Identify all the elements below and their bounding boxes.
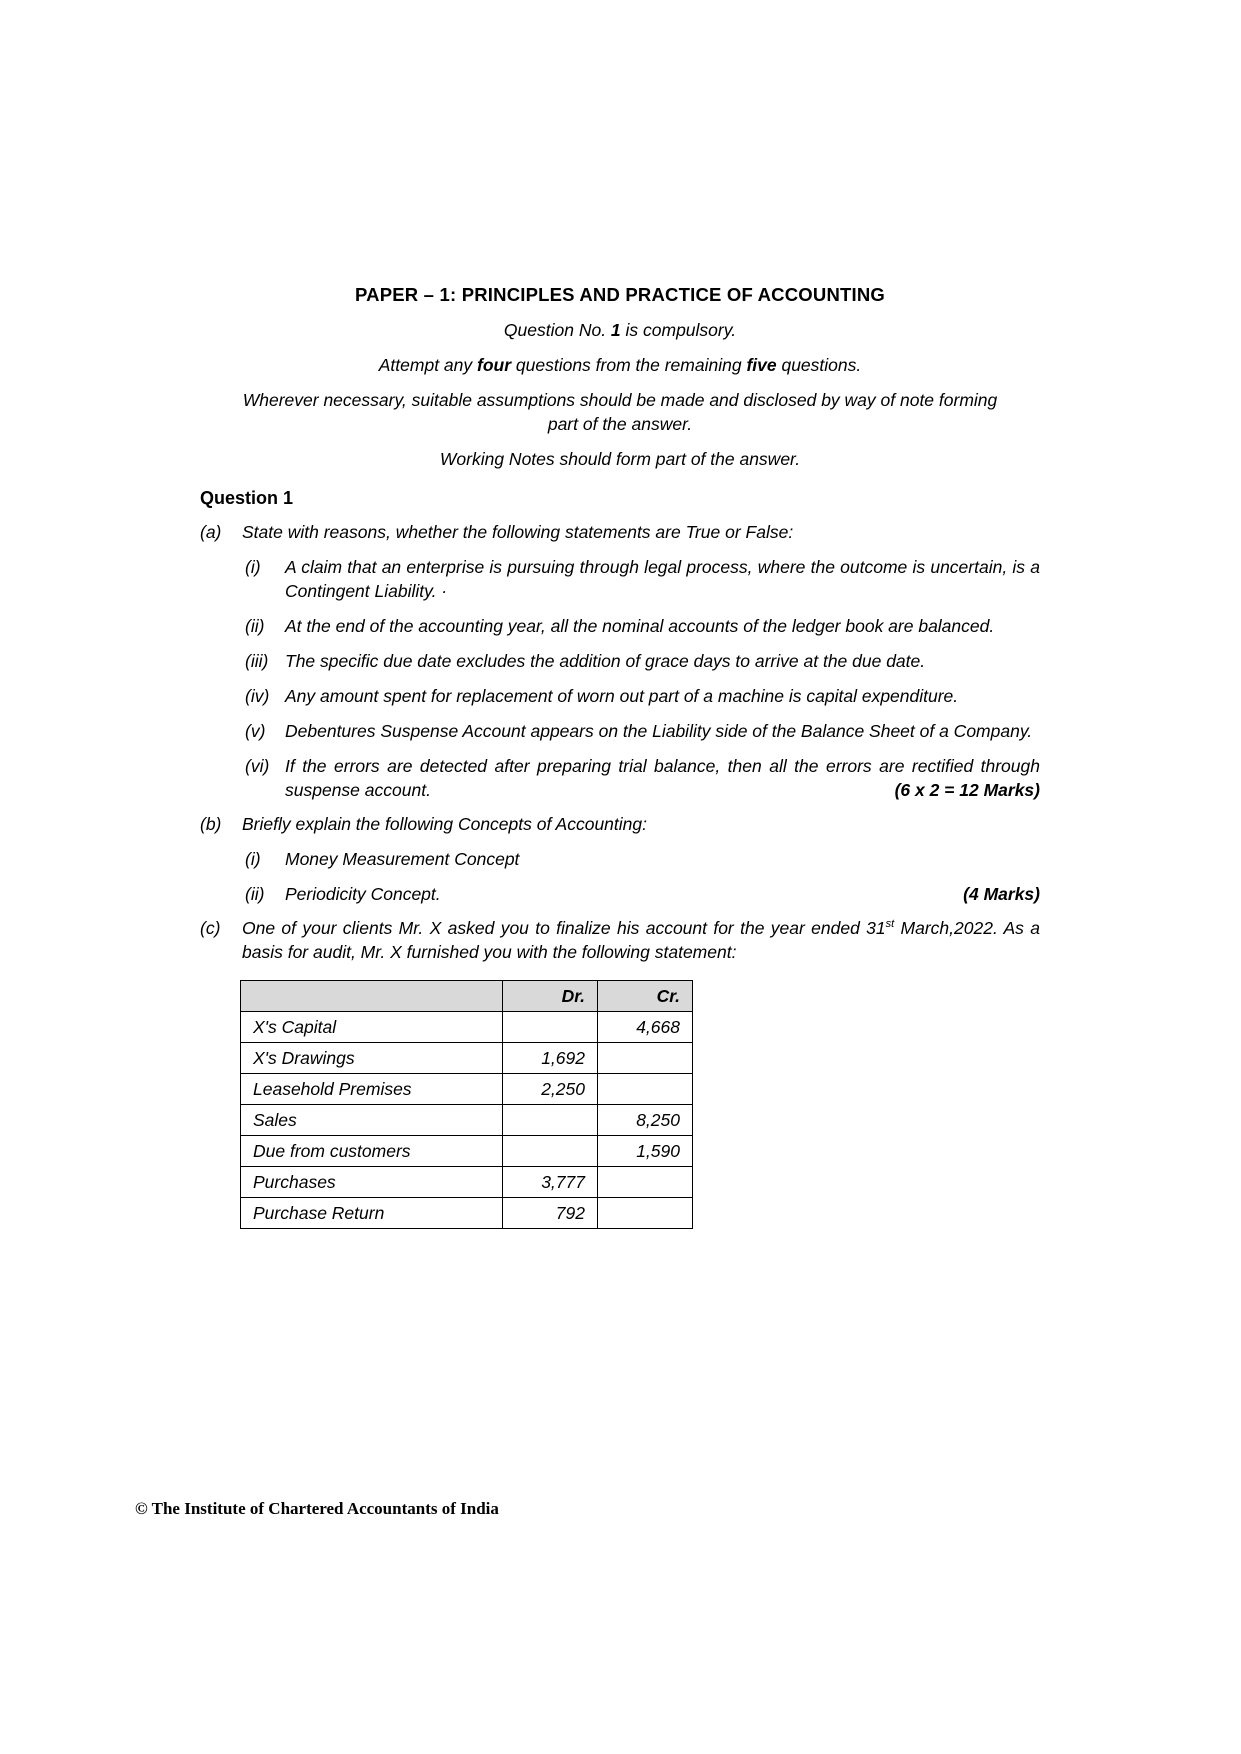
table-row [241, 1043, 693, 1074]
part-a-label: (a) [200, 522, 222, 542]
instruction-line-2 [200, 353, 1040, 377]
item-text-content: Periodicity Concept. [285, 884, 441, 904]
dr-value: 1,692 [503, 1043, 598, 1074]
item-text [285, 754, 1040, 802]
statement-item-i [245, 555, 1040, 603]
cr-value [598, 1043, 693, 1074]
question-1-heading: Question 1 [200, 488, 294, 508]
trial-statement-table [240, 980, 693, 1229]
dr-value [503, 1105, 598, 1136]
instruction-text: Question No. [503, 320, 611, 340]
part-a-text: State with reasons, whether the following statements are True or False: [242, 522, 794, 542]
statement-item-vi [245, 754, 1040, 802]
item-text: Money Measurement Concept [285, 849, 520, 869]
item-number: (ii) [245, 884, 265, 904]
item-number: (iv) [245, 686, 270, 706]
dr-value: 3,777 [503, 1167, 598, 1198]
item-text-content: If the errors are detected after preparing trial balance, then all the errors are rectified through suspense account. [285, 756, 1040, 800]
instruction-text: questions. [776, 355, 862, 375]
cr-value [598, 1167, 693, 1198]
account-label: Purchases [241, 1167, 503, 1198]
dr-value [503, 1136, 598, 1167]
statement-item-v [245, 719, 1040, 743]
item-text: A claim that an enterprise is pursuing through legal process, where the outcome is uncertain, is a Contingent Liability. · [285, 557, 1040, 601]
item-text: Debentures Suspense Account appears on the Liability side of the Balance Sheet of a Company. [285, 721, 1033, 741]
instruction-bold: 1 [610, 320, 621, 340]
item-text: Any amount spent for replacement of worn out part of a machine is capital expenditure. [285, 686, 959, 706]
cr-value: 4,668 [598, 1012, 693, 1043]
account-label: Due from customers [241, 1136, 503, 1167]
item-text: At the end of the accounting year, all the nominal accounts of the ledger book are balanced. [285, 616, 995, 636]
part-b-text: Briefly explain the following Concepts of Accounting: [242, 814, 647, 834]
cr-value: 8,250 [598, 1105, 693, 1136]
table-header-row [241, 981, 693, 1012]
statement-item-iii [245, 649, 1040, 673]
item-number: (ii) [245, 616, 265, 636]
question-part-c [200, 916, 1040, 964]
part-c-superscript: st [885, 918, 895, 931]
item-number: (v) [245, 721, 266, 741]
instruction-line-4: Working Notes should form part of the answer. [439, 449, 801, 469]
item-text [285, 882, 1040, 906]
instruction-line-1 [200, 318, 1040, 342]
account-label: Leasehold Premises [241, 1074, 503, 1105]
table-row [241, 1136, 693, 1167]
item-text: The specific due date excludes the addition of grace days to arrive at the due date. [285, 651, 926, 671]
table-row [241, 1074, 693, 1105]
cr-value: 1,590 [598, 1136, 693, 1167]
concept-item-ii [245, 882, 1040, 906]
dr-value: 2,250 [503, 1074, 598, 1105]
statement-item-iv [245, 684, 1040, 708]
table-row [241, 1167, 693, 1198]
instruction-text: is compulsory. [620, 320, 737, 340]
item-number: (i) [245, 849, 261, 869]
part-c-text [242, 916, 1040, 964]
table-row [241, 1105, 693, 1136]
account-label: Sales [241, 1105, 503, 1136]
part-b-label: (b) [200, 814, 222, 834]
part-b-marks: (4 Marks) [963, 884, 1040, 904]
table-row [241, 1198, 693, 1229]
copyright-footer: © The Institute of Chartered Accountants of India [135, 1499, 499, 1518]
instruction-bold: four [477, 355, 512, 375]
part-a-marks: (6 x 2 = 12 Marks) [894, 780, 1040, 800]
paper-title: PAPER – 1: PRINCIPLES AND PRACTICE OF ACCOUNTING [354, 284, 886, 305]
statement-item-ii [245, 614, 1040, 638]
account-label: X's Capital [241, 1012, 503, 1043]
item-number: (iii) [245, 651, 269, 671]
header-cell-blank [241, 981, 503, 1012]
table-row [241, 1012, 693, 1043]
part-c-text-2: March,2022. As a basis for audit, Mr. X furnished you with the following statement: [242, 918, 1041, 962]
account-label: Purchase Return [241, 1198, 503, 1229]
dr-value: 792 [503, 1198, 598, 1229]
header-cell-cr: Cr. [598, 981, 693, 1012]
cr-value [598, 1074, 693, 1105]
header-cell-dr: Dr. [503, 981, 598, 1012]
item-number: (i) [245, 557, 261, 577]
dr-value [503, 1012, 598, 1043]
question-part-b [200, 812, 1040, 836]
item-number: (vi) [245, 756, 270, 776]
part-c-text-1: One of your clients Mr. X asked you to finalize his account for the year ended 31 [242, 918, 886, 938]
instruction-text: Attempt any [378, 355, 477, 375]
instruction-bold: five [746, 355, 777, 375]
cr-value [598, 1198, 693, 1229]
concept-item-i [245, 847, 1040, 871]
instruction-line-3: Wherever necessary, suitable assumptions should be made and disclosed by way of note forming part of the answer. [242, 390, 998, 434]
account-label: X's Drawings [241, 1043, 503, 1074]
part-c-label: (c) [200, 918, 221, 938]
instruction-text: questions from the remaining [511, 355, 747, 375]
question-part-a [200, 520, 1040, 544]
